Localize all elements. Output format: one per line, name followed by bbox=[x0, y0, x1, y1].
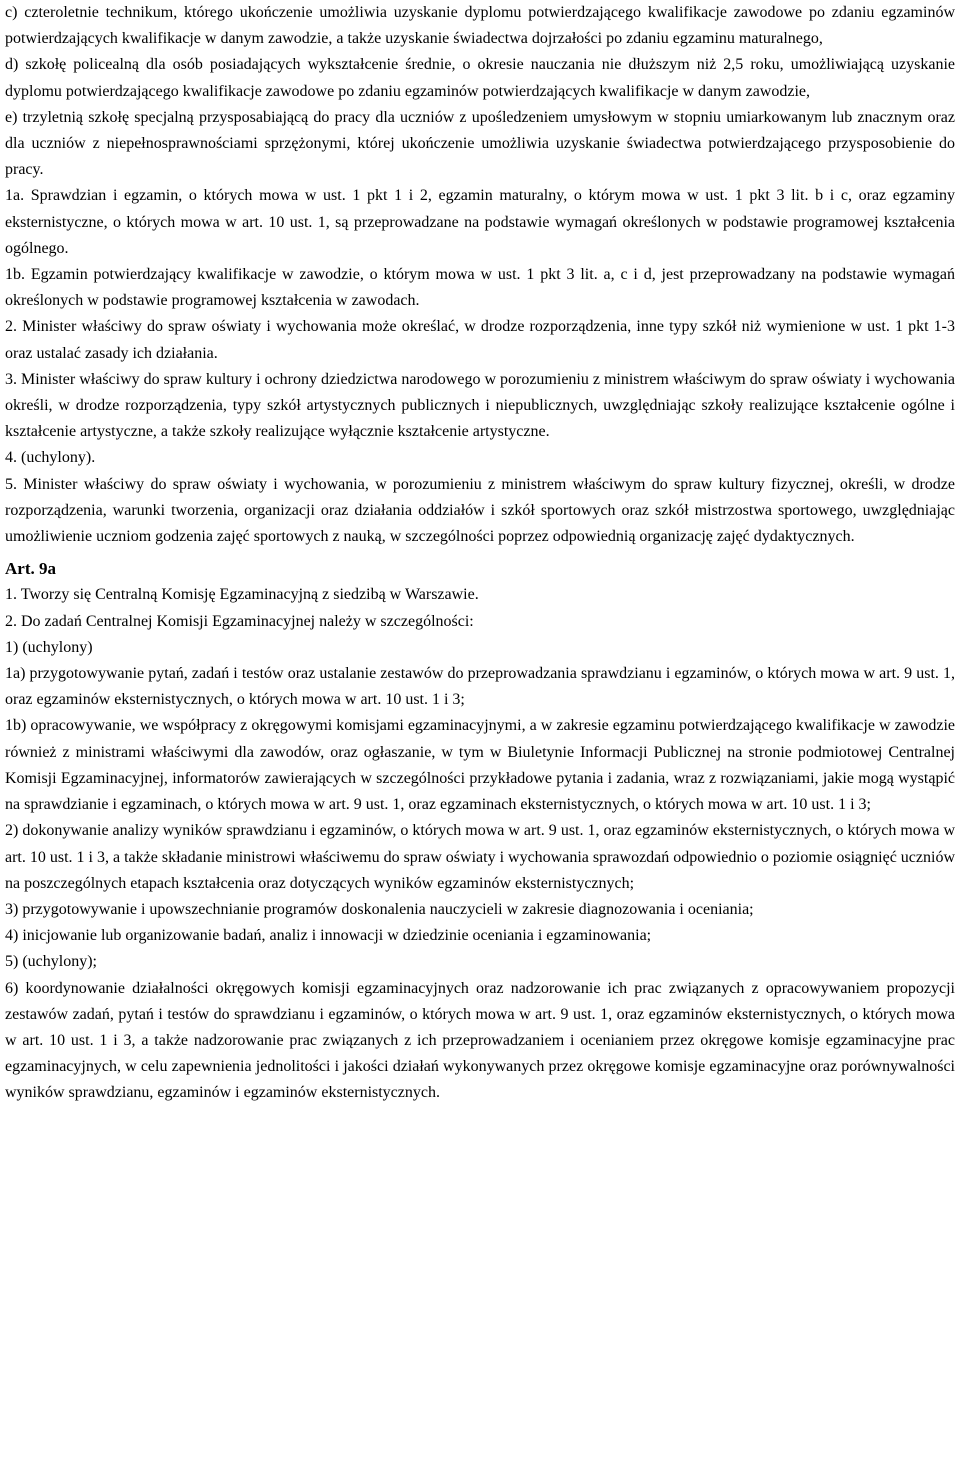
paragraph-4: 4. (uchylony). bbox=[5, 449, 96, 467]
article-heading: Art. 9a bbox=[5, 559, 56, 579]
art9a-item-1a: 1a) przygotowywanie pytań, zadań i testów oraz ustalanie zestawów do przeprowadzania sprawdzianu i egzaminów, o których mowa w art. 9 ust. 1, oraz egzaminów eksternistycznych, o których mowa w art. 10 ust. 1 i 3; bbox=[5, 665, 955, 709]
art9a-item-6: 6) koordynowanie działalności okręgowych komisji egzaminacyjnych oraz nadzorowanie ich prac związanych z opracowywaniem propozycji zestawów zadań, pytań i testów do sprawdzianu i egzaminów, o których mowa w art. 9 ust. 1, oraz egzaminów eksternistycznych, o których mowa w art. 10 ust. 1 i 3, a także nadzorowanie prac związanych z ich przeprowadzaniem i ocenianiem przez okręgowe komisje egzaminacyjne prac egzaminacyjnych, w celu zapewnienia jednolitości i jakości działań wykonywanych przez okręgowe komisje egzaminacyjne oraz porównywalności wyników sprawdzianu, egzaminów i egzaminów eksternistycznych. bbox=[5, 979, 955, 1102]
paragraph-e: e) trzyletnią szkołę specjalną przysposabiającą do pracy dla uczniów z upośledzeniem umysłowym w stopniu umiarkowanym lub znacznym oraz dla uczniów z niepełnosprawnościami sprzężonymi, której ukończenie umożliwia uzyskanie świadectwa potwierdzającego przysposobienie do pracy. bbox=[5, 108, 955, 179]
paragraph-3: 3. Minister właściwy do spraw kultury i ochrony dziedzictwa narodowego w porozumieniu z ministrem właściwym do spraw oświaty i wychowania określi, w drodze rozporządzenia, typy szkół artystycznych publicznych i niepublicznych, uwzględniając szkoły realizujące kształcenie ogólne i kształcenie artystyczne, a także szkoły realizujące wyłącznie kształcenie artystyczne. bbox=[5, 370, 956, 441]
paragraph-1a: 1a. Sprawdzian i egzamin, o których mowa w ust. 1 pkt 1 i 2, egzamin maturalny, o którym mowa w ust. 1 pkt 3 lit. b i c, oraz egzaminy eksternistyczne, o których mowa w art. 10 ust. 1, są przeprowadzane na podstawie wymagań określonych w podstawie programowej kształcenia ogólnego. bbox=[5, 187, 955, 257]
art9a-item-1: 1) (uchylony) bbox=[5, 638, 93, 656]
art9a-item-5: 5) (uchylony); bbox=[5, 953, 97, 971]
art9a-item-1b: 1b) opracowywanie, we współpracy z okręgowymi komisjami egzaminacyjnymi, a w zakresie egzaminu potwierdzającego kwalifikacje w zawodzie również z ministrami właściwymi dla zawodów, oraz ogłaszanie, w tym w Biuletynie Informacji Publicznej na stronie podmiotowej Centralnej Komisji Egzaminacyjnej, informatorów zawierających w szczególności przykładowe pytania i zadania, wraz z rozwiązaniami, jakie mogą wystąpić na sprawdzianie i egzaminach, o których mowa w art. 9 ust. 1, oraz egzaminach eksternistycznych, o których mowa w art. 10 ust. 1 i 3; bbox=[5, 717, 955, 814]
document-page bbox=[5, 0, 955, 1107]
art9a-paragraph-2: 2. Do zadań Centralnej Komisji Egzaminacyjnej należy w szczególności: bbox=[5, 612, 474, 630]
paragraph-5: 5. Minister właściwy do spraw oświaty i wychowania, w porozumieniu z ministrem właściwym do spraw kultury fizycznej, określi, w drodze rozporządzenia, warunki tworzenia, organizacji oraz działania oddziałów i szkół sportowych oraz szkół mistrzostwa sportowego, uwzględniając umożliwienie uczniom godzenia zajęć sportowych z nauką, w szczególności poprzez odpowiednią organizację zajęć dydaktycznych. bbox=[5, 475, 955, 546]
paragraph-1b: 1b. Egzamin potwierdzający kwalifikacje w zawodzie, o którym mowa w ust. 1 pkt 3 lit. a, c i d, jest przeprowadzany na podstawie wymagań określonych w podstawie programowej kształcenia w zawodach. bbox=[5, 266, 955, 310]
paragraph-2: 2. Minister właściwy do spraw oświaty i wychowania może określać, w drodze rozporządzenia, inne typy szkół niż wymienione w ust. 1 pkt 1-3 oraz ustalać zasady ich działania. bbox=[5, 318, 955, 362]
paragraph-d: d) szkołę policealną dla osób posiadających wykształcenie średnie, o okresie nauczania nie dłuższym niż 2,5 roku, umożliwiającą uzyskanie dyplomu potwierdzającego kwalifikacje zawodowe po zdaniu egzaminów potwierdzających kwalifikacje w danym zawodzie, bbox=[5, 56, 955, 100]
paragraph-c: c) czteroletnie technikum, którego ukończenie umożliwia uzyskanie dyplomu potwierdzającego kwalifikacje zawodowe po zdaniu egzaminów potwierdzających kwalifikacje w danym zawodzie, a także uzyskanie świadectwa dojrzałości po zdaniu egzaminu maturalnego, bbox=[5, 4, 955, 48]
art9a-item-2: 2) dokonywanie analizy wyników sprawdzianu i egzaminów, o których mowa w art. 9 ust. 1, oraz egzaminów eksternistycznych, o których mowa w art. 10 ust. 1 i 3, a także składanie ministrowi właściwemu do spraw oświaty i wychowania sprawozdań odpowiednio o poziomie osiągnięć uczniów na poszczególnych etapach kształcenia oraz dotyczących wyników egzaminów eksternistycznych; bbox=[5, 822, 955, 892]
art9a-item-3: 3) przygotowywanie i upowszechnianie programów doskonalenia nauczycieli w zakresie diagnozowania i oceniania; bbox=[5, 900, 754, 918]
art9a-item-4: 4) inicjowanie lub organizowanie badań, analiz i innowacji w dziedzinie oceniania i egzaminowania; bbox=[5, 927, 652, 945]
art9a-paragraph-1: 1. Tworzy się Centralną Komisję Egzaminacyjną z siedzibą w Warszawie. bbox=[5, 586, 479, 604]
